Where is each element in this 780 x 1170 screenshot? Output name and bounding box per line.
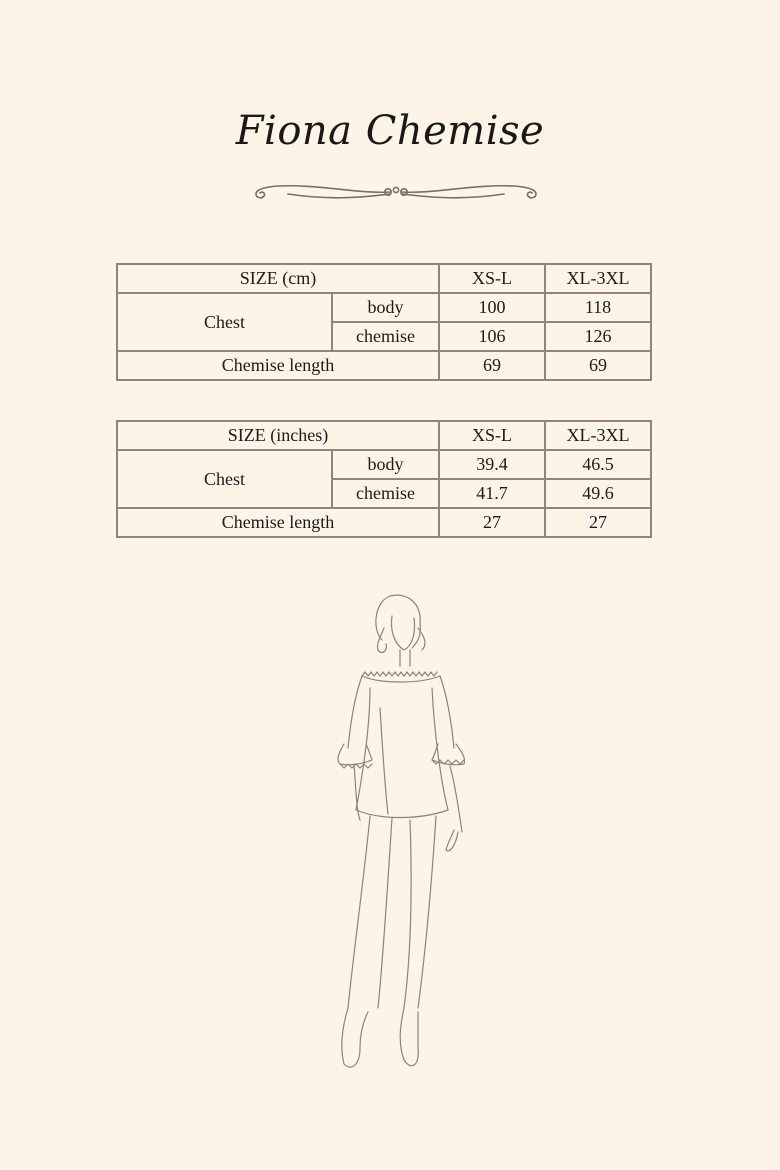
divider-flourish-icon (248, 178, 544, 208)
size-table-inches (116, 420, 652, 538)
table-cell: 106 (439, 322, 545, 351)
table-cell: 41.7 (439, 479, 545, 508)
table-cell: 49.6 (545, 479, 651, 508)
size-header-cell: SIZE (cm) (117, 264, 439, 293)
table-cell: 118 (545, 293, 651, 322)
table-header-row (117, 421, 651, 450)
page-title: Fiona Chemise (235, 108, 545, 154)
length-label: Chemise length (117, 351, 439, 380)
chest-label: Chest (117, 450, 332, 508)
column-header-xl-3xl: XL-3XL (545, 421, 651, 450)
model-sketch-illustration (300, 588, 480, 1088)
size-header-cell: SIZE (inches) (117, 421, 439, 450)
body-label: body (332, 293, 439, 322)
table-cell: 39.4 (439, 450, 545, 479)
table-cell: 69 (439, 351, 545, 380)
table-row (117, 450, 651, 479)
body-label: body (332, 450, 439, 479)
chemise-label: chemise (332, 479, 439, 508)
table-cell: 126 (545, 322, 651, 351)
column-header-xs-l: XS-L (439, 264, 545, 293)
table-cell: 100 (439, 293, 545, 322)
table-cell: 27 (439, 508, 545, 537)
length-label: Chemise length (117, 508, 439, 537)
chest-label: Chest (117, 293, 332, 351)
table-header-row (117, 264, 651, 293)
table-row (117, 293, 651, 322)
table-row (117, 508, 651, 537)
table-row (117, 351, 651, 380)
chemise-label: chemise (332, 322, 439, 351)
column-header-xl-3xl: XL-3XL (545, 264, 651, 293)
table-cell: 46.5 (545, 450, 651, 479)
table-cell: 69 (545, 351, 651, 380)
table-cell: 27 (545, 508, 651, 537)
column-header-xs-l: XS-L (439, 421, 545, 450)
size-table-cm (116, 263, 652, 381)
